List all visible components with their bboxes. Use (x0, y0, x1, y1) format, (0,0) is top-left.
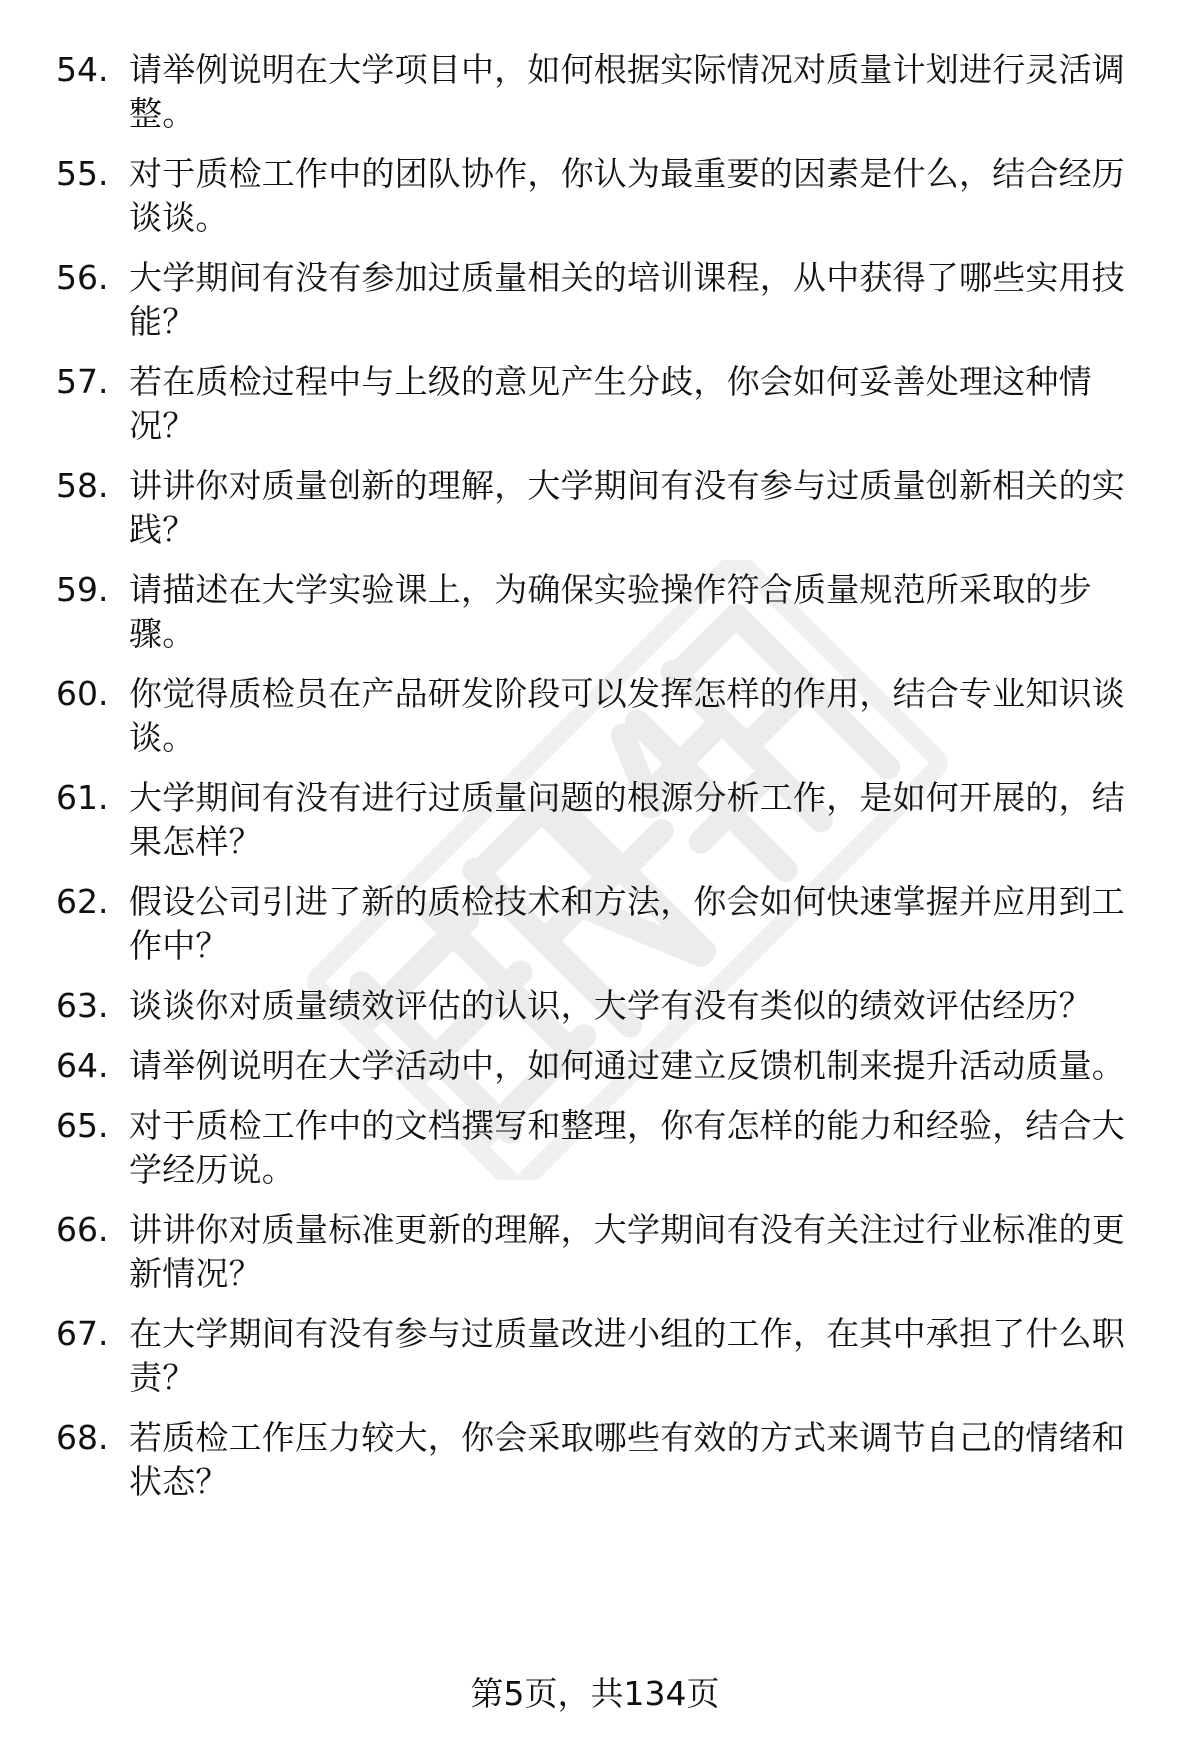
question-item (56, 984, 1146, 1028)
question-text: 在大学期间有没有参与过质量改进小组的工作，在其中承担了什么职责？ (129, 1314, 1125, 1397)
question-item (56, 48, 1146, 136)
question-number: 57. (56, 362, 109, 401)
question-number: 63. (56, 986, 109, 1025)
question-item (56, 1044, 1146, 1088)
question-text: 讲讲你对质量标准更新的理解，大学期间有没有关注过行业标准的更新情况？ (129, 1210, 1125, 1293)
question-item (56, 1104, 1146, 1192)
question-text: 对于质检工作中的团队协作，你认为最重要的因素是什么，结合经历谈谈。 (129, 154, 1125, 237)
question-number: 68. (56, 1418, 109, 1457)
question-item (56, 880, 1146, 968)
question-number: 66. (56, 1210, 109, 1249)
page-number-footer: 第5页，共134页 (470, 1674, 720, 1713)
question-text: 请描述在大学实验课上，为确保实验操作符合质量规范所采取的步骤。 (129, 570, 1092, 653)
question-number: 59. (56, 570, 109, 609)
question-number: 62. (56, 882, 109, 921)
question-item (56, 360, 1146, 448)
question-number: 67. (56, 1314, 109, 1353)
question-item (56, 672, 1146, 760)
question-item (56, 152, 1146, 240)
question-number: 55. (56, 154, 109, 193)
question-number: 54. (56, 50, 109, 89)
question-text: 大学期间有没有进行过质量问题的根源分析工作，是如何开展的，结果怎样？ (129, 778, 1125, 861)
question-item (56, 1416, 1146, 1504)
question-text: 请举例说明在大学活动中，如何通过建立反馈机制来提升活动质量。 (129, 1046, 1125, 1085)
question-text: 讲讲你对质量创新的理解，大学期间有没有参与过质量创新相关的实践？ (129, 466, 1125, 549)
question-number: 64. (56, 1046, 109, 1085)
question-item (56, 776, 1146, 864)
question-text: 大学期间有没有参加过质量相关的培训课程，从中获得了哪些实用技能？ (129, 258, 1125, 341)
question-number: 65. (56, 1106, 109, 1145)
question-item (56, 464, 1146, 552)
question-item (56, 1312, 1146, 1400)
question-text: 谈谈你对质量绩效评估的认识，大学有没有类似的绩效评估经历？ (129, 986, 1092, 1025)
question-item (56, 568, 1146, 656)
question-text: 对于质检工作中的文档撰写和整理，你有怎样的能力和经验，结合大学经历说。 (129, 1106, 1125, 1189)
question-number: 60. (56, 674, 109, 713)
question-text: 你觉得质检员在产品研发阶段可以发挥怎样的作用，结合专业知识谈谈。 (129, 674, 1125, 757)
question-text: 请举例说明在大学项目中，如何根据实际情况对质量计划进行灵活调整。 (129, 50, 1125, 133)
question-text: 假设公司引进了新的质检技术和方法，你会如何快速掌握并应用到工作中？ (129, 882, 1125, 965)
question-number: 61. (56, 778, 109, 817)
question-number: 58. (56, 466, 109, 505)
question-item (56, 1208, 1146, 1296)
question-text: 若质检工作压力较大，你会采取哪些有效的方式来调节自己的情绪和状态？ (129, 1418, 1125, 1501)
question-text: 若在质检过程中与上级的意见产生分歧，你会如何妥善处理这种情况？ (129, 362, 1092, 445)
question-list (56, 48, 1146, 1520)
question-item (56, 256, 1146, 344)
question-number: 56. (56, 258, 109, 297)
